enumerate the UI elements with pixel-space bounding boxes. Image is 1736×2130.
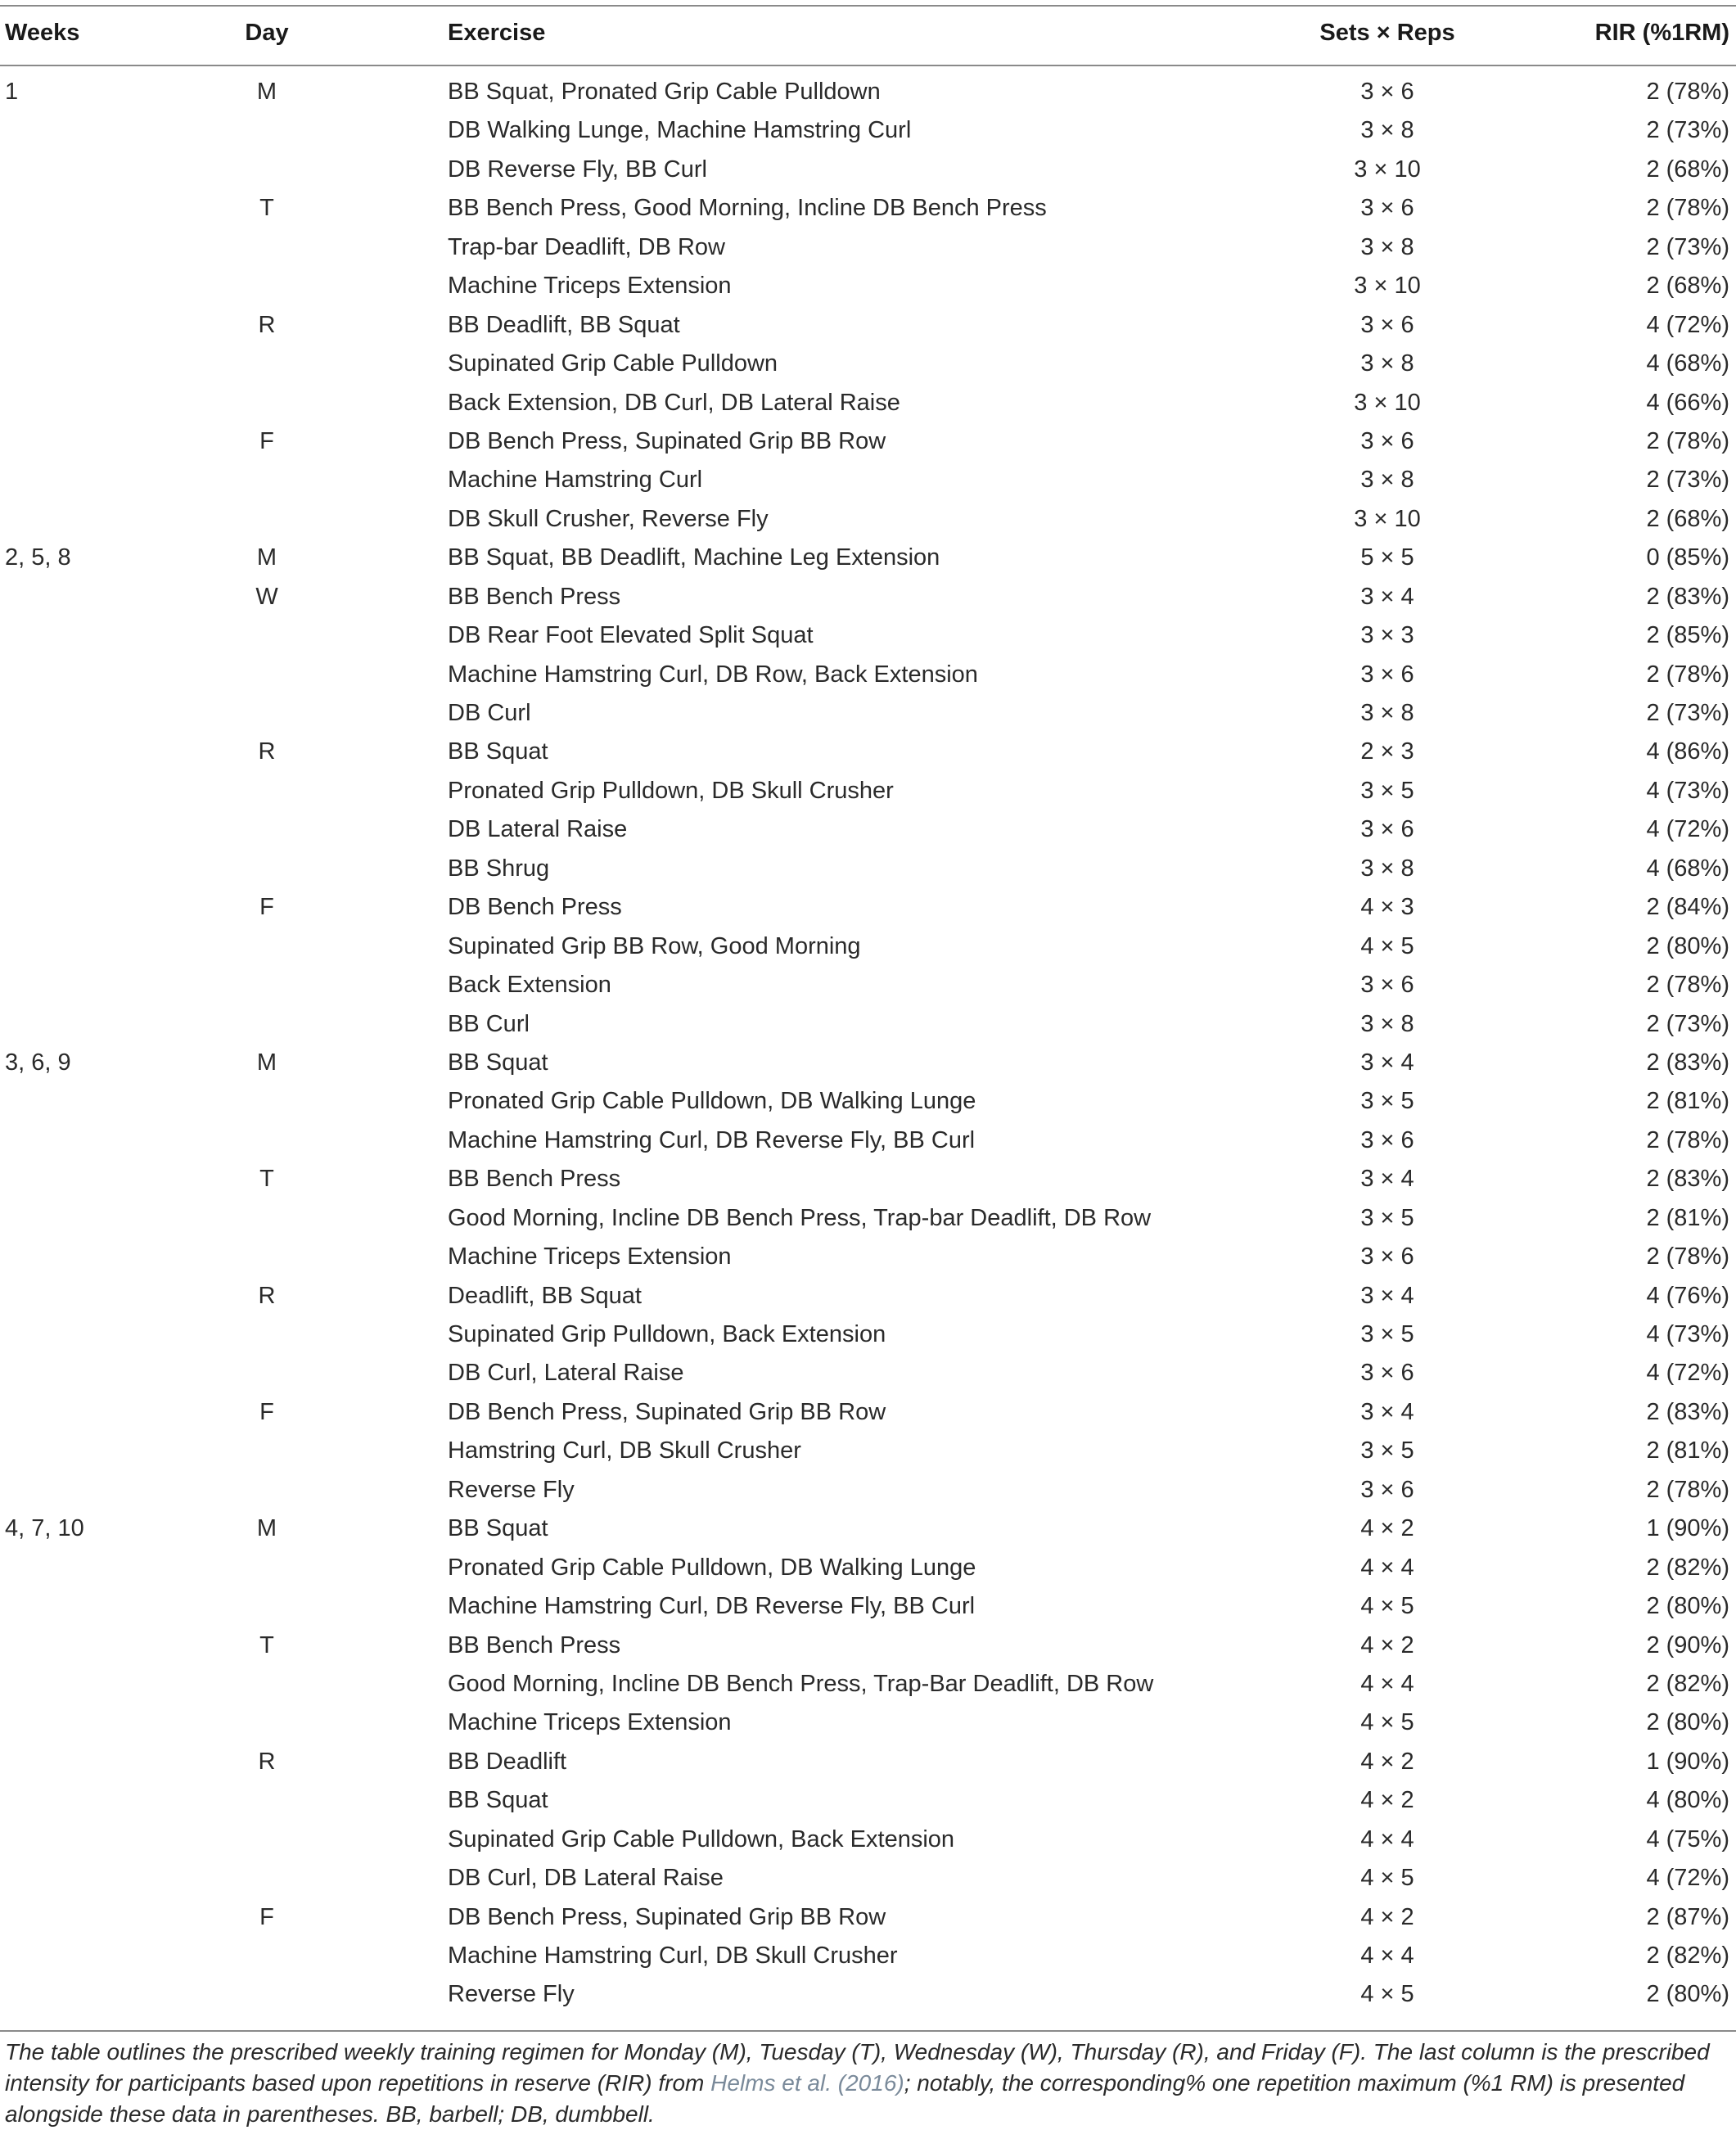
cell-rir: 2 (85%) (1646, 622, 1729, 649)
table-row (0, 1550, 1736, 1588)
cell-exercise: BB Bench Press, Good Morning, Incline DB Bench Press (448, 195, 1047, 222)
table-row (0, 423, 1736, 462)
cell-exercise: BB Deadlift (448, 1748, 567, 1775)
table-row (0, 1704, 1736, 1743)
cell-exercise: Pronated Grip Cable Pulldown, DB Walking Lunge (448, 1554, 976, 1581)
cell-sets-reps-label: 4 × 2 (1360, 1515, 1414, 1542)
cell-rir: 2 (78%) (1646, 427, 1729, 454)
cell-exercise: Machine Hamstring Curl, DB Skull Crusher (448, 1943, 898, 1969)
cell-rir: 2 (73%) (1646, 467, 1729, 494)
header-exercise: Exercise (448, 20, 546, 46)
table-row (0, 1278, 1736, 1316)
cell-rir: 2 (80%) (1646, 1981, 1729, 2008)
cell-day-label: R (258, 1748, 276, 1775)
table-row (0, 539, 1736, 578)
cell-day-label: M (256, 544, 277, 571)
cell-exercise: Machine Hamstring Curl, DB Reverse Fly, BB Curl (448, 1126, 976, 1153)
cell-sets-reps-label: 3 × 5 (1360, 777, 1414, 804)
cell-sets-reps-label: 4 × 5 (1360, 1865, 1414, 1892)
cell-sets-reps-label: 3 × 5 (1360, 1321, 1414, 1347)
cell-sets-reps-label: 3 × 6 (1360, 1476, 1414, 1503)
cell-sets-reps-label: 3 × 6 (1360, 1243, 1414, 1270)
cell-sets-reps-label: 4 × 4 (1360, 1943, 1414, 1969)
cell-exercise: BB Squat (448, 1787, 548, 1814)
cell-sets-reps-label: 4 × 2 (1360, 1631, 1414, 1658)
cell-sets-reps-label: 3 × 10 (1354, 273, 1421, 300)
cell-sets-reps-label: 4 × 3 (1360, 894, 1414, 921)
table-header-rule (0, 65, 1736, 66)
cell-day-label: M (256, 1049, 277, 1076)
cell-sets-reps-label: 4 × 5 (1360, 932, 1414, 959)
cell-rir: 2 (81%) (1646, 1088, 1729, 1115)
cell-rir: 2 (83%) (1646, 1166, 1729, 1193)
cell-rir: 2 (78%) (1646, 661, 1729, 688)
cell-rir: 2 (90%) (1646, 1631, 1729, 1658)
cell-exercise: BB Squat (448, 1049, 548, 1076)
cell-sets-reps-label: 4 × 4 (1360, 1554, 1414, 1581)
cell-rir: 2 (73%) (1646, 233, 1729, 260)
cell-sets-reps-label: 3 × 8 (1360, 1010, 1414, 1037)
cell-sets-reps-label: 3 × 4 (1360, 1398, 1414, 1425)
cell-day-label: T (259, 195, 274, 222)
cell-exercise: Machine Hamstring Curl, DB Row, Back Extension (448, 661, 978, 688)
cell-rir: 4 (76%) (1646, 1282, 1729, 1309)
cell-sets-reps-label: 4 × 5 (1360, 1593, 1414, 1620)
cell-exercise: DB Skull Crusher, Reverse Fly (448, 505, 769, 532)
cell-rir: 2 (80%) (1646, 1709, 1729, 1736)
table-row (0, 1006, 1736, 1045)
cell-sets-reps-label: 3 × 6 (1360, 427, 1414, 454)
cell-sets-reps-label: 3 × 5 (1360, 1088, 1414, 1115)
header-day (245, 20, 310, 47)
cell-sets-reps-label: 3 × 10 (1354, 505, 1421, 532)
cell-sets-reps-label: 3 × 6 (1360, 1360, 1414, 1387)
cell-day-label: T (259, 1166, 274, 1193)
table-row (0, 1744, 1736, 1782)
table-row (0, 1394, 1736, 1433)
cell-rir: 2 (73%) (1646, 1010, 1729, 1037)
cell-exercise: Deadlift, BB Squat (448, 1282, 642, 1309)
cell-exercise: Back Extension, DB Curl, DB Lateral Raise (448, 389, 900, 416)
cell-rir: 2 (81%) (1646, 1204, 1729, 1231)
reference-link-helms-2016[interactable]: Helms et al. (2016) (710, 2070, 904, 2096)
cell-day-label: R (258, 738, 276, 765)
cell-sets-reps-label: 3 × 6 (1360, 816, 1414, 843)
cell-rir: 2 (81%) (1646, 1437, 1729, 1464)
cell-exercise: BB Squat (448, 1515, 548, 1542)
cell-sets-reps-label: 3 × 8 (1360, 233, 1414, 260)
cell-exercise: Supinated Grip Cable Pulldown (448, 350, 778, 377)
table-row (0, 307, 1736, 345)
cell-sets-reps-label: 4 × 5 (1360, 1709, 1414, 1736)
table-row (0, 74, 1736, 112)
cell-exercise: DB Bench Press (448, 894, 622, 921)
cell-exercise: BB Bench Press (448, 583, 621, 610)
cell-exercise: Machine Triceps Extension (448, 1243, 732, 1270)
cell-sets-reps-label: 3 × 3 (1360, 622, 1414, 649)
cell-day-label: R (258, 311, 276, 338)
cell-exercise: Machine Triceps Extension (448, 1709, 732, 1736)
table-row (0, 229, 1736, 268)
cell-exercise: Reverse Fly (448, 1981, 575, 2008)
table-bottom-rule (0, 2030, 1736, 2032)
cell-sets-reps-label: 3 × 8 (1360, 117, 1414, 144)
table-row (0, 1666, 1736, 1704)
cell-sets-reps-label: 4 × 2 (1360, 1787, 1414, 1814)
cell-weeks: 3, 6, 9 (5, 1049, 71, 1076)
table-row (0, 1821, 1736, 1860)
table-row (0, 1122, 1736, 1161)
table-row (0, 1433, 1736, 1471)
table-row (0, 889, 1736, 927)
cell-rir: 2 (78%) (1646, 1243, 1729, 1270)
table-row (0, 190, 1736, 228)
cell-exercise: BB Bench Press (448, 1166, 621, 1193)
cell-weeks: 4, 7, 10 (5, 1515, 84, 1542)
cell-exercise: DB Bench Press, Supinated Grip BB Row (448, 427, 886, 454)
table-row (0, 1976, 1736, 2015)
table-row (0, 1782, 1736, 1821)
table-header-row (0, 8, 1736, 64)
cell-sets-reps-label: 3 × 6 (1360, 79, 1414, 105)
table-row (0, 657, 1736, 695)
cell-sets-reps-label: 4 × 2 (1360, 1903, 1414, 1930)
cell-sets-reps-label: 3 × 5 (1360, 1204, 1414, 1231)
cell-exercise: DB Walking Lunge, Machine Hamstring Curl (448, 117, 912, 144)
table-body (0, 74, 1736, 2015)
cell-day-label: M (256, 1515, 277, 1542)
cell-rir: 4 (73%) (1646, 777, 1729, 804)
table-row (0, 695, 1736, 733)
table-row (0, 1938, 1736, 1976)
cell-sets-reps-label: 3 × 6 (1360, 195, 1414, 222)
cell-exercise: Good Morning, Incline DB Bench Press, Trap-bar Deadlift, DB Row (448, 1204, 1152, 1231)
cell-exercise: BB Squat, BB Deadlift, Machine Leg Extension (448, 544, 940, 571)
cell-exercise: BB Bench Press (448, 1631, 621, 1658)
cell-rir: 4 (73%) (1646, 1321, 1729, 1347)
table-row (0, 385, 1736, 423)
cell-exercise: Supinated Grip Pulldown, Back Extension (448, 1321, 886, 1347)
cell-sets-reps-label: 3 × 4 (1360, 583, 1414, 610)
cell-rir: 2 (73%) (1646, 700, 1729, 726)
cell-exercise: DB Rear Foot Elevated Split Squat (448, 622, 814, 649)
cell-sets-reps-label: 3 × 6 (1360, 1126, 1414, 1153)
cell-weeks: 1 (5, 79, 19, 105)
table-row (0, 1161, 1736, 1199)
table-row (0, 1627, 1736, 1666)
cell-rir: 1 (90%) (1646, 1515, 1729, 1542)
cell-rir: 2 (78%) (1646, 1126, 1729, 1153)
header-sets-reps (1319, 20, 1522, 47)
cell-sets-reps-label: 4 × 4 (1360, 1670, 1414, 1697)
table-row (0, 811, 1736, 850)
table-row (0, 1239, 1736, 1277)
cell-exercise: Pronated Grip Cable Pulldown, DB Walking Lunge (448, 1088, 976, 1115)
table-row (0, 1510, 1736, 1549)
cell-exercise: Hamstring Curl, DB Skull Crusher (448, 1437, 801, 1464)
cell-rir: 4 (86%) (1646, 738, 1729, 765)
table-row (0, 1045, 1736, 1083)
cell-rir: 2 (84%) (1646, 894, 1729, 921)
table-row (0, 1588, 1736, 1627)
header-sets-reps-label: Sets × Reps (1319, 20, 1455, 46)
cell-rir: 2 (68%) (1646, 156, 1729, 183)
cell-sets-reps-label: 3 × 10 (1354, 389, 1421, 416)
cell-sets-reps-label: 3 × 6 (1360, 972, 1414, 999)
cell-rir: 2 (73%) (1646, 117, 1729, 144)
cell-sets-reps-label: 4 × 5 (1360, 1981, 1414, 2008)
cell-rir: 2 (78%) (1646, 972, 1729, 999)
cell-rir: 4 (75%) (1646, 1825, 1729, 1852)
cell-exercise: Machine Hamstring Curl, DB Reverse Fly, BB Curl (448, 1593, 976, 1620)
cell-sets-reps-label: 5 × 5 (1360, 544, 1414, 571)
cell-rir: 4 (72%) (1646, 311, 1729, 338)
cell-sets-reps-label: 3 × 4 (1360, 1166, 1414, 1193)
cell-exercise: Good Morning, Incline DB Bench Press, Trap-Bar Deadlift, DB Row (448, 1670, 1154, 1697)
cell-sets-reps-label: 4 × 2 (1360, 1748, 1414, 1775)
cell-exercise: DB Curl (448, 700, 531, 726)
cell-day-label: F (259, 894, 274, 921)
table-row (0, 1316, 1736, 1355)
table-row (0, 967, 1736, 1005)
cell-rir: 2 (82%) (1646, 1943, 1729, 1969)
cell-sets-reps-label: 3 × 4 (1360, 1282, 1414, 1309)
cell-rir: 2 (82%) (1646, 1554, 1729, 1581)
cell-exercise: DB Bench Press, Supinated Grip BB Row (448, 1398, 886, 1425)
cell-exercise: Machine Hamstring Curl (448, 467, 703, 494)
cell-rir: 4 (68%) (1646, 350, 1729, 377)
cell-exercise: Supinated Grip BB Row, Good Morning (448, 932, 861, 959)
table-row (0, 1200, 1736, 1239)
table-row (0, 1472, 1736, 1510)
table-row (0, 579, 1736, 617)
cell-sets-reps-label: 3 × 4 (1360, 1049, 1414, 1076)
table-row (0, 501, 1736, 539)
table-row (0, 268, 1736, 306)
cell-rir: 2 (68%) (1646, 273, 1729, 300)
cell-rir: 2 (68%) (1646, 505, 1729, 532)
cell-rir: 4 (72%) (1646, 1360, 1729, 1387)
cell-day-label: F (259, 1398, 274, 1425)
table-row (0, 1899, 1736, 1938)
cell-rir: 2 (82%) (1646, 1670, 1729, 1697)
table-row (0, 733, 1736, 772)
cell-sets-reps-label: 2 × 3 (1360, 738, 1414, 765)
cell-day-label: F (259, 427, 274, 454)
table-row (0, 617, 1736, 656)
table-row (0, 773, 1736, 811)
cell-rir: 2 (83%) (1646, 1398, 1729, 1425)
table-row (0, 851, 1736, 889)
cell-day-label: M (256, 79, 277, 105)
cell-exercise: Supinated Grip Cable Pulldown, Back Extension (448, 1825, 955, 1852)
cell-rir: 2 (87%) (1646, 1903, 1729, 1930)
table-footnote (5, 2037, 1730, 2130)
cell-rir: 2 (78%) (1646, 195, 1729, 222)
footnote-text-part2: ; notably, the corresponding% one repetition maximum (%1 RM) is presented alongside these data in parentheses. BB, barbell; DB, dumbbell. (5, 2070, 1685, 2127)
cell-rir: 2 (78%) (1646, 79, 1729, 105)
cell-sets-reps-label: 3 × 8 (1360, 350, 1414, 377)
cell-sets-reps-label: 3 × 5 (1360, 1437, 1414, 1464)
cell-exercise: Pronated Grip Pulldown, DB Skull Crusher (448, 777, 894, 804)
cell-rir: 2 (80%) (1646, 932, 1729, 959)
cell-sets-reps-label: 3 × 8 (1360, 700, 1414, 726)
cell-day-label: W (255, 583, 278, 610)
table-row (0, 462, 1736, 500)
cell-exercise: BB Squat (448, 738, 548, 765)
cell-exercise: DB Curl, DB Lateral Raise (448, 1865, 724, 1892)
cell-sets-reps-label: 3 × 8 (1360, 855, 1414, 882)
cell-day-label: R (258, 1282, 276, 1309)
cell-sets-reps-label: 3 × 6 (1360, 661, 1414, 688)
table-row (0, 1860, 1736, 1898)
cell-exercise: Back Extension (448, 972, 611, 999)
cell-exercise: BB Squat, Pronated Grip Cable Pulldown (448, 79, 881, 105)
cell-rir: 4 (68%) (1646, 855, 1729, 882)
cell-rir: 2 (83%) (1646, 1049, 1729, 1076)
cell-exercise: BB Curl (448, 1010, 530, 1037)
header-weeks: Weeks (5, 20, 80, 46)
table-row (0, 345, 1736, 384)
footnote-text-part1: The table outlines the prescribed weekly training regimen for Monday (M), Tuesday (T), Wednesday (W), Thursday (R), and Friday (F). The last column is the prescribed intensity for participants based upon repetitions in reserve (RIR) from (5, 2039, 1710, 2096)
cell-sets-reps-label: 3 × 6 (1360, 311, 1414, 338)
cell-exercise: Reverse Fly (448, 1476, 575, 1503)
cell-rir: 1 (90%) (1646, 1748, 1729, 1775)
cell-rir: 4 (66%) (1646, 389, 1729, 416)
cell-exercise: Trap-bar Deadlift, DB Row (448, 233, 725, 260)
table-row (0, 1083, 1736, 1121)
cell-exercise: BB Shrug (448, 855, 550, 882)
cell-sets-reps-label: 4 × 4 (1360, 1825, 1414, 1852)
cell-sets-reps-label: 3 × 10 (1354, 156, 1421, 183)
table-row (0, 151, 1736, 190)
table-row (0, 928, 1736, 967)
cell-exercise: DB Lateral Raise (448, 816, 628, 843)
cell-rir: 4 (72%) (1646, 816, 1729, 843)
header-rir: RIR (%1RM) (1594, 20, 1729, 46)
cell-exercise: DB Reverse Fly, BB Curl (448, 156, 707, 183)
cell-sets-reps-label: 3 × 8 (1360, 467, 1414, 494)
cell-day-label: T (259, 1631, 274, 1658)
header-day-label: Day (245, 20, 289, 46)
cell-rir: 2 (83%) (1646, 583, 1729, 610)
table-row (0, 1355, 1736, 1393)
cell-day-label: F (259, 1903, 274, 1930)
cell-rir: 2 (78%) (1646, 1476, 1729, 1503)
cell-rir: 4 (80%) (1646, 1787, 1729, 1814)
cell-exercise: DB Bench Press, Supinated Grip BB Row (448, 1903, 886, 1930)
cell-weeks: 2, 5, 8 (5, 544, 71, 571)
cell-rir: 4 (72%) (1646, 1865, 1729, 1892)
cell-exercise: Machine Triceps Extension (448, 273, 732, 300)
cell-exercise: BB Deadlift, BB Squat (448, 311, 680, 338)
table-row (0, 112, 1736, 151)
cell-rir: 0 (85%) (1646, 544, 1729, 571)
cell-exercise: DB Curl, Lateral Raise (448, 1360, 684, 1387)
cell-rir: 2 (80%) (1646, 1593, 1729, 1620)
table-top-rule (0, 5, 1736, 7)
